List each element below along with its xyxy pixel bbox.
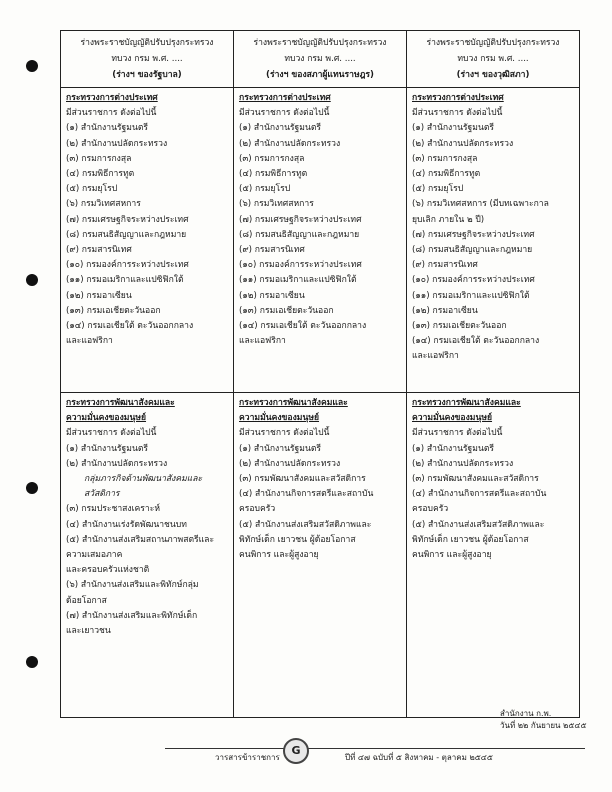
agency-item: (๓) กรมการกงสุล: [412, 153, 478, 164]
agency-item: และครอบครัวแห่งชาติ: [66, 565, 150, 576]
agency-item: และเยาวชน: [66, 626, 111, 637]
header-row: [61, 31, 580, 88]
agency-item: พิทักษ์เด็ก เยาวชน ผู้ด้อยโอกาส: [412, 534, 529, 545]
agency-item: (๓) กรมพัฒนาสังคมและสวัสดิการ: [239, 474, 366, 485]
agency-item: ด้อยโอกาส: [66, 595, 107, 606]
agency-item: (๑๑) กรมอเมริกาและแปซิฟิกใต้: [239, 275, 357, 286]
agency-item: (๕) กรมยุโรป: [239, 184, 291, 195]
section-cell: [61, 88, 234, 393]
agency-item: (๑๐) กรมองค์การระหว่างประเทศ: [239, 260, 362, 271]
agency-item: ยุบเลิก ภายใน ๒ ปี): [412, 214, 485, 225]
agency-item: (๑๑) กรมอเมริกาและแปซิฟิกใต้: [66, 275, 184, 286]
agency-item: (๓) กรมประชาสงเคราะห์: [66, 504, 160, 515]
agency-item: (๗) กรมเศรษฐกิจระหว่างประเทศ: [239, 214, 362, 225]
section-cell: [407, 88, 580, 393]
agency-item: (๑๒) กรมอาเซียน: [412, 305, 478, 316]
agency-item: (๓) กรมพัฒนาสังคมและสวัสดิการ: [412, 474, 539, 485]
agency-item: (๓) กรมการกงสุล: [239, 153, 305, 164]
journal-logo-icon: G: [283, 738, 309, 764]
agency-item: (๔) สำนักงานกิจการสตรีและสถาบัน: [412, 489, 547, 500]
agency-item: (๑๓) กรมเอเชียตะวันออก: [412, 321, 507, 332]
agency-item: (๑๔) กรมเอเชียใต้ ตะวันออกกลาง: [239, 321, 367, 332]
agency-item: คนพิการ และผู้สูงอายุ: [412, 550, 492, 561]
agency-item: (๒) สำนักงานปลัดกระทรวง: [239, 138, 341, 149]
agency-item: พิทักษ์เด็ก เยาวชน ผู้ด้อยโอกาส: [239, 534, 356, 545]
punch-hole: [26, 60, 38, 72]
agency-item: (๔) กรมพิธีการทูต: [239, 169, 308, 180]
agency-item: (๔) กรมพิธีการทูต: [66, 169, 135, 180]
agency-item: (๔) กรมพิธีการทูต: [412, 169, 481, 180]
agency-item: (๗) สำนักงานส่งเสริมและพิทักษ์เด็ก: [66, 610, 198, 621]
agency-item: (๘) กรมสนธิสัญญาและกฎหมาย: [412, 245, 533, 256]
agency-item: (๑) สำนักงานรัฐมนตรี: [239, 123, 322, 134]
agency-item: (๑๒) กรมอาเซียน: [239, 290, 305, 301]
ministry-title: ความมั่นคงของมนุษย์: [239, 413, 320, 424]
agency-item: (๒) สำนักงานปลัดกระทรวง: [412, 458, 514, 469]
agency-item: (๑๓) กรมเอเชียตะวันออก: [239, 305, 334, 316]
agency-item: และแอฟริกา: [66, 336, 113, 347]
agency-item: (๑) สำนักงานรัฐมนตรี: [66, 443, 149, 454]
agency-item: (๕) สำนักงานส่งเสริมสวัสดิภาพและ: [412, 519, 545, 530]
ministry-title: กระทรวงการพัฒนาสังคมและ: [412, 398, 521, 408]
agency-item: (๒) สำนักงานปลัดกระทรวง: [412, 138, 514, 149]
column-header: ร่างพระราชบัญญัติปรับปรุงกระทรวง ทบวง กรม พ.ศ. .... (ร่างฯ ของวุฒิสภา): [407, 31, 580, 88]
agency-item: (๖) กรมวิเทศสหการ: [66, 199, 141, 210]
agency-item: กลุ่มภารกิจด้านพัฒนาสังคมและ: [84, 474, 203, 485]
ministry-row-foreign-affairs: [61, 88, 580, 393]
footer-issue-info: ปีที่ ๔๗ ฉบับที่ ๕ สิงหาคม - ตุลาคม ๒๕๔๕: [345, 753, 493, 762]
footer-rule: [165, 748, 585, 749]
agency-item: (๑) สำนักงานรัฐมนตรี: [239, 443, 322, 454]
section-cell: [234, 88, 407, 393]
ministry-title: กระทรวงการต่างประเทศ: [239, 93, 331, 103]
agency-item: (๑๑) กรมอเมริกาและแปซิฟิกใต้: [412, 290, 530, 301]
agency-item: คนพิการ และผู้สูงอายุ: [239, 550, 319, 561]
agency-item: (๕) สำนักงานส่งเสริมสวัสดิภาพและ: [239, 519, 372, 530]
agency-item: (๙) กรมสารนิเทศ: [239, 245, 305, 256]
agency-item: (๘) กรมสนธิสัญญาและกฎหมาย: [66, 229, 187, 240]
section-cell: [407, 393, 580, 718]
agency-item: (๑๐) กรมองค์การระหว่างประเทศ: [66, 260, 189, 271]
agency-item: (๘) กรมสนธิสัญญาและกฎหมาย: [239, 229, 360, 240]
section-cell: [234, 393, 407, 718]
agency-item: (๑๓) กรมเอเชียตะวันออก: [66, 305, 161, 316]
intro-text: มีส่วนราชการ ดังต่อไปนี้: [66, 108, 157, 119]
intro-text: มีส่วนราชการ ดังต่อไปนี้: [239, 428, 330, 439]
ministry-title: กระทรวงการต่างประเทศ: [412, 93, 504, 103]
ministry-row-social-development: [61, 393, 580, 718]
agency-item: (๒) สำนักงานปลัดกระทรวง: [66, 138, 168, 149]
agency-item: สวัสดิการ: [84, 489, 120, 500]
intro-text: มีส่วนราชการ ดังต่อไปนี้: [412, 108, 503, 119]
agency-item: (๖) กรมวิเทศสหการ (มีบทเฉพาะกาล: [412, 199, 549, 210]
agency-item: (๔) สำนักงานเร่งรัดพัฒนาชนบท: [66, 519, 187, 530]
intro-text: มีส่วนราชการ ดังต่อไปนี้: [239, 108, 330, 119]
agency-item: (๖) กรมวิเทศสหการ: [239, 199, 314, 210]
agency-item: (๒) สำนักงานปลัดกระทรวง: [66, 458, 168, 469]
agency-item: (๓) กรมการกงสุล: [66, 153, 132, 164]
agency-item: ครอบครัว: [412, 504, 449, 515]
intro-text: มีส่วนราชการ ดังต่อไปนี้: [412, 428, 503, 439]
ministry-title: กระทรวงการพัฒนาสังคมและ: [239, 398, 348, 408]
agency-item: (๑) สำนักงานรัฐมนตรี: [412, 443, 495, 454]
ministry-title: ความมั่นคงของมนุษย์: [66, 413, 147, 424]
ministry-title: กระทรวงการพัฒนาสังคมและ: [66, 398, 175, 408]
agency-item: (๒) สำนักงานปลัดกระทรวง: [239, 458, 341, 469]
agency-item: (๖) สำนักงานส่งเสริมและพิทักษ์กลุ่ม: [66, 580, 199, 591]
agency-item: (๑๔) กรมเอเชียใต้ ตะวันออกกลาง: [66, 321, 194, 332]
agency-item: (๔) สำนักงานกิจการสตรีและสถาบัน: [239, 489, 374, 500]
punch-hole: [26, 274, 38, 286]
column-header: ร่างพระราชบัญญัติปรับปรุงกระทรวง ทบวง กรม พ.ศ. .... (ร่างฯ ของสภาผู้แทนราษฎร): [234, 31, 407, 88]
agency-item: (๗) กรมเศรษฐกิจระหว่างประเทศ: [66, 214, 189, 225]
punch-hole: [26, 482, 38, 494]
agency-item: และแอฟริกา: [239, 336, 286, 347]
office-name: สำนักงาน ก.พ.: [500, 709, 552, 718]
agency-item: (๑) สำนักงานรัฐมนตรี: [66, 123, 149, 134]
office-date: วันที่ ๒๒ กันยายน ๒๕๔๕: [500, 721, 587, 730]
agency-item: (๕) กรมยุโรป: [66, 184, 118, 195]
agency-item: (๑๐) กรมองค์การระหว่างประเทศ: [412, 275, 535, 286]
agency-item: (๑๒) กรมอาเซียน: [66, 290, 132, 301]
intro-text: มีส่วนราชการ ดังต่อไปนี้: [66, 428, 157, 439]
section-cell: [61, 393, 234, 718]
agency-item: (๑๔) กรมเอเชียใต้ ตะวันออกกลาง: [412, 336, 540, 347]
agency-item: (๕) สำนักงานส่งเสริมสถานภาพสตรีและความเสมอภาค: [66, 534, 215, 561]
agency-item: (๑) สำนักงานรัฐมนตรี: [412, 123, 495, 134]
agency-item: และแอฟริกา: [412, 351, 459, 362]
punch-hole: [26, 656, 38, 668]
ministry-title: กระทรวงการต่างประเทศ: [66, 93, 158, 103]
office-signature: [500, 708, 587, 732]
footer-journal-name: วารสารข้าราชการ: [215, 753, 280, 762]
agency-item: (๙) กรมสารนิเทศ: [66, 245, 132, 256]
agency-item: (๙) กรมสารนิเทศ: [412, 260, 478, 271]
agency-item: (๕) กรมยุโรป: [412, 184, 464, 195]
comparison-table: [60, 30, 580, 718]
agency-item: ครอบครัว: [239, 504, 276, 515]
agency-item: (๗) กรมเศรษฐกิจระหว่างประเทศ: [412, 229, 535, 240]
column-header: ร่างพระราชบัญญัติปรับปรุงกระทรวง ทบวง กรม พ.ศ. .... (ร่างฯ ของรัฐบาล): [61, 31, 234, 88]
ministry-title: ความมั่นคงของมนุษย์: [412, 413, 493, 424]
